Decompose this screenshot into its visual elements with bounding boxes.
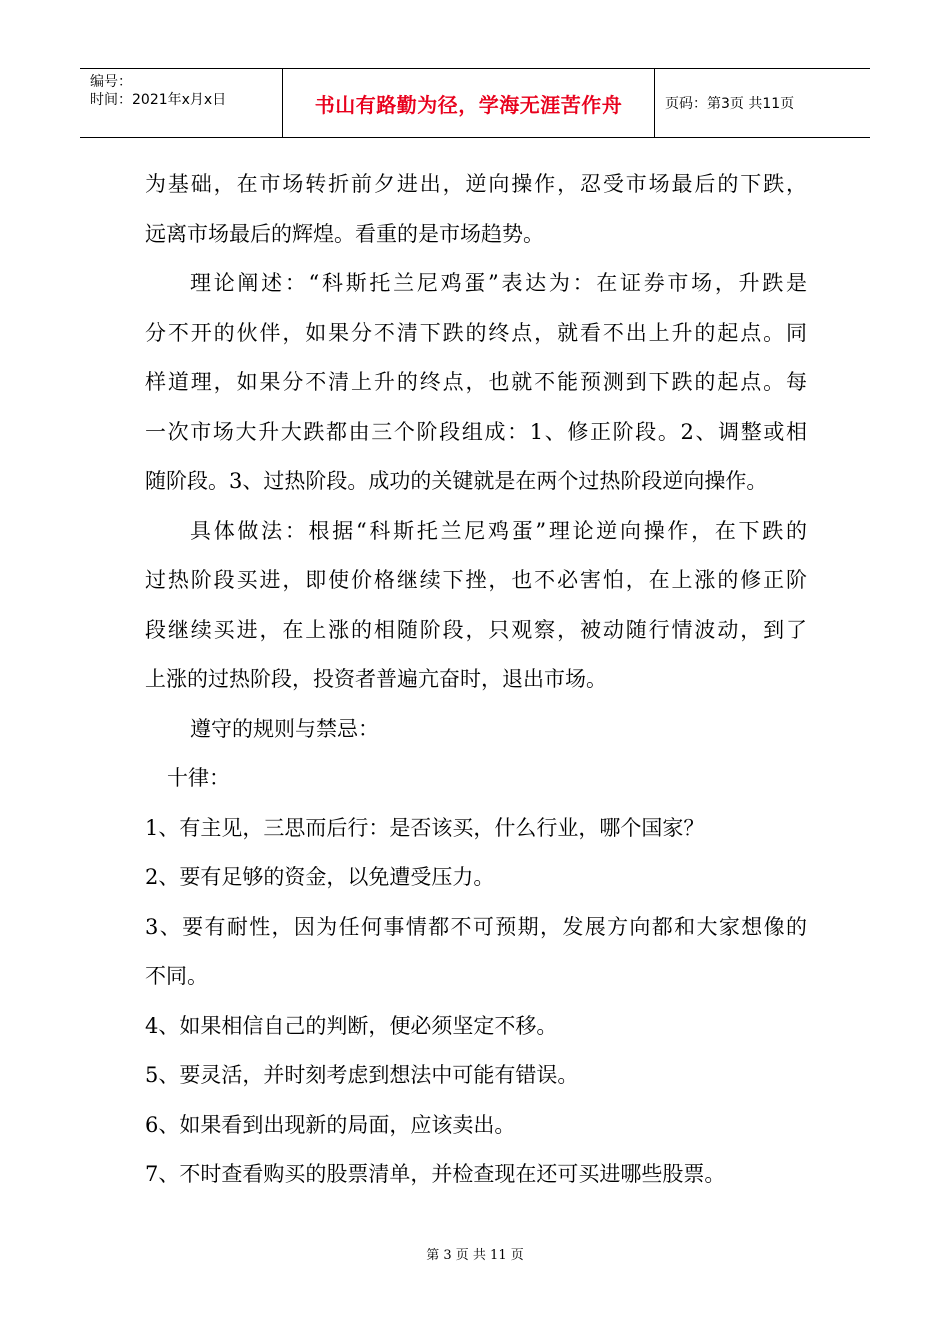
document-body <box>145 160 807 1200</box>
body-line: 段继续买进，在上涨的相随阶段，只观察，被动随行情波动，到了 <box>145 617 807 642</box>
body-line: 一次市场大升大跌都由三个阶段组成：1、修正阶段。2、调整或相 <box>145 419 807 444</box>
list-item: 4、如果相信自己的判断，便必须坚定不移。 <box>145 1013 558 1038</box>
body-line: 远离市场最后的辉煌。看重的是市场趋势。 <box>145 221 544 246</box>
body-line: 过热阶段买进，即使价格继续下挫，也不必害怕，在上涨的修正阶 <box>145 568 807 592</box>
list-item-continuation: 不同。 <box>145 964 208 988</box>
page-footer <box>0 1244 950 1263</box>
body-line: 遵守的规则与禁忌： <box>190 716 379 741</box>
body-line: 理论阐述：“科斯托兰尼鸡蛋”表达为：在证券市场，升跌是 <box>190 271 807 295</box>
header-motto-cell <box>283 69 655 137</box>
body-line: 分不开的伙伴，如果分不清下跌的终点，就看不出上升的起点。同 <box>145 320 807 345</box>
date-line: 时间：2021年x月x日 <box>90 92 227 108</box>
doc-number-label: 编号： <box>90 74 132 90</box>
list-item: 6、如果看到出现新的局面，应该卖出。 <box>145 1112 516 1137</box>
body-line: 为基础，在市场转折前夕进出，逆向操作，忍受市场最后的下跌， <box>145 172 807 196</box>
header-page-cell <box>655 69 870 137</box>
list-item: 7、不时查看购买的股票清单，并检查现在还可买进哪些股票。 <box>145 1162 726 1186</box>
list-item: 2、要有足够的资金，以免遭受压力。 <box>145 865 495 889</box>
document-header <box>80 68 870 138</box>
page-info: 页码：第3页 共11页 <box>665 96 795 112</box>
list-item: 3、要有耐性，因为任何事情都不可预期，发展方向都和大家想像的 <box>145 914 807 939</box>
header-meta-cell <box>80 69 283 137</box>
body-line: 具体做法：根据“科斯托兰尼鸡蛋”理论逆向操作，在下跌的 <box>190 518 807 543</box>
motto-text: 书山有路勤为径，学海无涯苦作舟 <box>314 92 623 117</box>
body-line: 样道理，如果分不清上升的终点，也就不能预测到下跌的起点。每 <box>145 370 807 394</box>
body-line: 随阶段。3、过热阶段。成功的关键就是在两个过热阶段逆向操作。 <box>145 469 768 493</box>
body-line: 十律： <box>167 766 230 790</box>
footer-page-number: 第 3 页 共 11 页 <box>426 1248 524 1263</box>
list-item: 5、要灵活，并时刻考虑到想法中可能有错误。 <box>145 1063 579 1087</box>
list-item: 1、有主见，三思而后行：是否该买，什么行业，哪个国家？ <box>145 815 705 840</box>
body-line: 上涨的过热阶段，投资者普遍亢奋时，退出市场。 <box>145 667 607 691</box>
